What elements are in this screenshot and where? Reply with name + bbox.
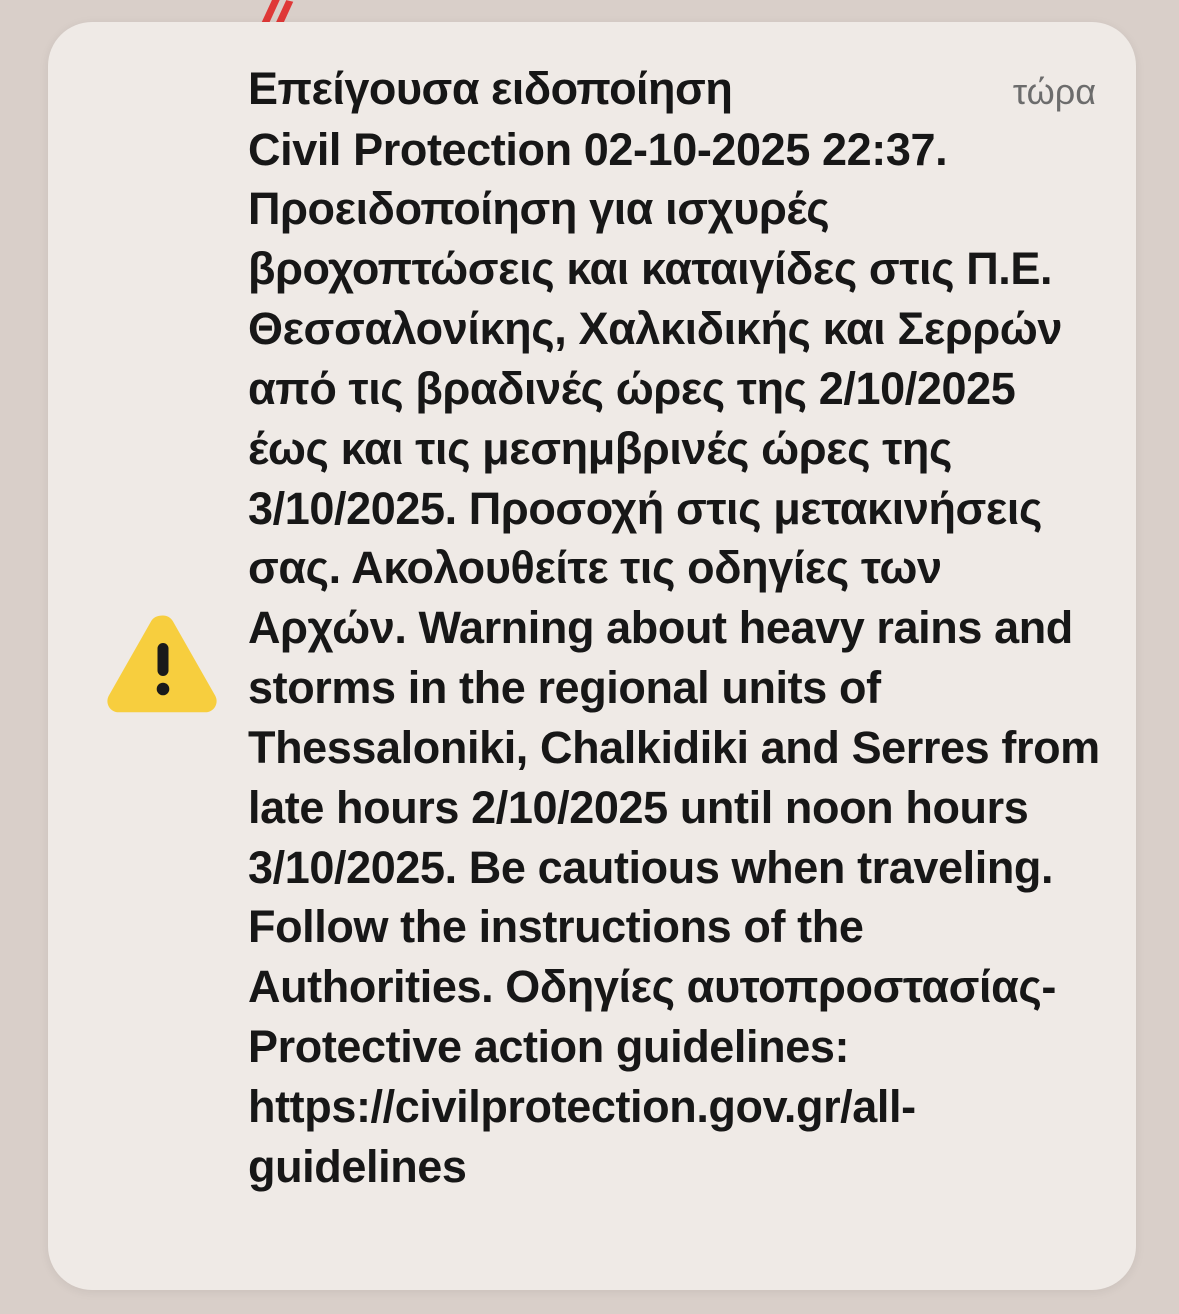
notification-content [248, 52, 1102, 1197]
warning-triangle-icon [105, 609, 221, 713]
notification-header [248, 64, 1102, 114]
notification-title: Επείγουσα ειδοποίηση [248, 63, 733, 114]
notification-body: Civil Protection 02-10-2025 22:37. Προειδοποίηση για ισχυρές βροχοπτώσεις και καταιγίδες στις Π.Ε. Θεσσαλονίκης, Χαλκιδικής και Σερρών από τις βραδινές ώρες της 2/10/2025 έως και τις μεσημβρινές ώρες της 3/10/2025. Προσοχή στις μετακινήσεις σας. Ακολουθείτε τις οδηγίες των Αρχών. Warning about heavy rains and storms in the regional units of Thessaloniki, Chalkidiki and Serres from late hours 2/10/2025 until noon hours 3/10/2025. Be cautious when traveling. Follow the instructions of the Authorities. Οδηγίες αυτοπροστασίας-Protective action guidelines: https://civilprotection.gov.gr/all-guidelines [248, 123, 1100, 1192]
emergency-notification-card[interactable] [48, 22, 1136, 1290]
notification-timestamp: τώρα [1012, 71, 1096, 112]
notification-icon-container [78, 599, 248, 713]
